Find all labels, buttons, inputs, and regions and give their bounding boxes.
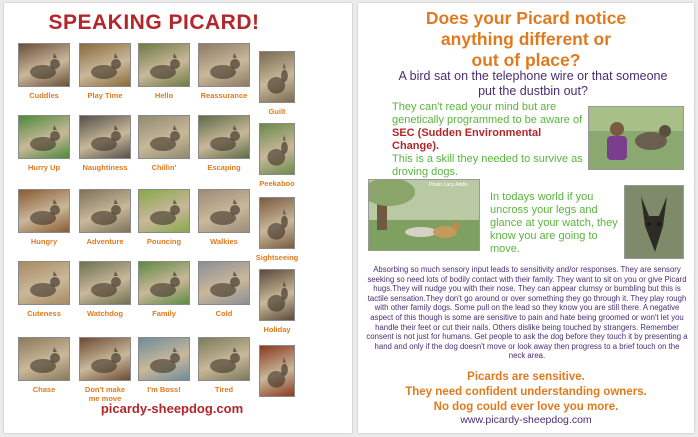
dog-silhouette-icon <box>260 52 294 102</box>
tile-label: Chillin' <box>151 163 177 172</box>
tile-label: Hello <box>154 91 174 100</box>
dog-photo <box>198 189 250 233</box>
closing-line3: No dog could ever love you more. <box>433 401 619 413</box>
dog-photo <box>18 189 70 233</box>
right-poster <box>358 3 694 433</box>
tile-label: Reassurance <box>200 91 248 100</box>
dog-silhouette-icon <box>19 338 69 380</box>
dog-silhouette-icon <box>199 190 249 232</box>
dog-photo <box>79 115 131 159</box>
photo-tile-cuddles <box>18 43 70 105</box>
closing-block <box>368 370 684 415</box>
photo-tile-escaping <box>198 115 250 177</box>
photo-credit-left: Photo Lacy Addis <box>429 182 468 188</box>
right-subtitle: A bird sat on the telephone wire or that someone put the dustbin out? <box>398 69 668 98</box>
dog-silhouette-icon <box>260 346 294 396</box>
closing-line1: Picards are sensitive. <box>467 371 585 383</box>
photo-tile-adventure <box>79 189 131 251</box>
dog-photo <box>138 115 190 159</box>
dog-photo <box>138 337 190 381</box>
tile-label: Hurry Up <box>27 163 61 172</box>
sec-paragraph <box>392 101 586 153</box>
tile-label: Don't make me move <box>84 385 126 403</box>
dog-silhouette-icon <box>139 44 189 86</box>
photo-tile-guilt <box>259 51 295 121</box>
tile-label: Holiday <box>263 325 291 334</box>
dog-silhouette-icon <box>199 262 249 304</box>
dog-photo <box>79 337 131 381</box>
tile-label: Peekaboo <box>259 179 295 188</box>
dog-silhouette-icon <box>260 270 294 320</box>
dog-photo <box>198 337 250 381</box>
photo-tile-don-t-make-me-move <box>79 337 131 403</box>
dog-photo <box>79 189 131 233</box>
tile-label: Adventure <box>86 237 124 246</box>
photo-tile-naughtiness <box>79 115 131 177</box>
tile-label: Cuteness <box>27 309 61 318</box>
dog-silhouette-icon <box>80 190 130 232</box>
dog-photo <box>18 115 70 159</box>
dog-photo <box>198 115 250 159</box>
tile-label: Guilt <box>268 107 286 116</box>
dog-photo <box>18 43 70 87</box>
dog-silhouette-icon <box>139 116 189 158</box>
park-dog-illustration <box>369 180 479 250</box>
left-poster <box>4 3 352 433</box>
tile-label: Hungry <box>30 237 58 246</box>
right-website: www.picardy-sheepdog.com <box>460 414 592 426</box>
tile-label: Cold <box>215 309 233 318</box>
photo-tile-hurry-up <box>18 115 70 177</box>
dog-photo <box>259 197 295 249</box>
poster-title: SPEAKING PICARD! <box>48 11 260 34</box>
dog-photo <box>198 43 250 87</box>
closing-line2: They need confident understanding owners. <box>405 386 647 398</box>
sec-text: They can't read your mind but are genetically programmed to be aware of <box>392 101 583 126</box>
tile-label: Tired <box>214 385 234 394</box>
photo-tile-chase <box>18 337 70 399</box>
tile-label: Sightseeing <box>255 253 299 262</box>
photo-tile-hello <box>138 43 190 105</box>
dog-closeup-illustration <box>625 186 683 258</box>
dog-silhouette-icon <box>80 338 130 380</box>
photo-tile-holiday <box>259 269 295 339</box>
dog-photo <box>138 189 190 233</box>
tile-label: Naughtiness <box>82 163 128 172</box>
dog-silhouette-icon <box>139 262 189 304</box>
dog-silhouette-icon <box>260 124 294 174</box>
tile-label: Chase <box>32 385 56 394</box>
right-title-line1: Does your Picard notice <box>425 8 627 28</box>
photo-tile-cold <box>198 261 250 323</box>
dog-photo <box>198 261 250 305</box>
photo-tile-tired <box>198 337 250 399</box>
right-title-line2: anything different or <box>440 29 612 49</box>
tile-label: Cuddles <box>29 91 59 100</box>
woman-with-dog-photo <box>588 106 684 170</box>
poster-website: picardy-sheepdog.com <box>100 401 244 416</box>
dog-photo <box>18 261 70 305</box>
dog-photo <box>79 43 131 87</box>
sensitivity-body-text: Absorbing so much sensory input leads to sensitivity and/or responses. They are sensory seeking so need lots of bodily contact with their family. They want to sit on you or give Picard hugs.They will nudge you with their nose. They can appear clumsy or bumbling but this is tactile sensation.They don't go around or over something they go through it. They play rough with other family dogs. Some pull on the lead so they know you are still there. A negative aspect of this though is some are sensitive to pain and hate being groomed or won't let you handle their feet or cut their nails. Others dislike being touched by strangers. Remember consent is not just for humans. Get people to ask the dog before they touch it by presenting a hand and only if the dog doesn't move or look away then progress to a brief touch on the neck area. <box>366 265 688 361</box>
tile-label: Play Time <box>87 91 123 100</box>
right-title-line3: out of place? <box>471 50 581 70</box>
photo-tile-badge <box>259 345 295 415</box>
photo-tile-pouncing <box>138 189 190 251</box>
photo-tile-peekaboo <box>259 123 295 193</box>
photo-tile-hungry <box>18 189 70 251</box>
dog-silhouette-icon <box>19 44 69 86</box>
tile-label: Escaping <box>207 163 241 172</box>
photo-tile-family <box>138 261 190 323</box>
dog-photo <box>259 51 295 103</box>
watch-paragraph: In todays world if you uncross your legs and glance at your watch, they know you are going to move. <box>490 191 618 255</box>
dog-silhouette-icon <box>80 44 130 86</box>
dog-silhouette-icon <box>139 190 189 232</box>
right-title <box>368 8 684 71</box>
photo-tile-sightseeing <box>255 197 299 267</box>
dog-silhouette-icon <box>260 198 294 248</box>
tile-label: Family <box>152 309 176 318</box>
photo-tile-watchdog <box>79 261 131 323</box>
dog-photo <box>79 261 131 305</box>
dog-silhouette-icon <box>139 338 189 380</box>
dog-silhouette-icon <box>19 190 69 232</box>
tile-label: Pouncing <box>146 237 182 246</box>
dog-photo <box>18 337 70 381</box>
photo-tile-walkies <box>198 189 250 251</box>
woman-with-dog-illustration <box>589 107 683 169</box>
sec-highlight: SEC (Sudden Environmental Change). <box>392 127 542 152</box>
dog-silhouette-icon <box>199 338 249 380</box>
tile-label: I'm Boss! <box>147 385 181 394</box>
photo-tile-chillin <box>138 115 190 177</box>
dog-silhouette-icon <box>80 116 130 158</box>
droving-paragraph: This is a skill they needed to survive as droving dogs. <box>392 153 583 178</box>
dog-closeup-photo <box>624 185 684 259</box>
photo-tile-reassurance <box>198 43 250 105</box>
dog-silhouette-icon <box>80 262 130 304</box>
dog-silhouette-icon <box>19 116 69 158</box>
dog-photo <box>138 261 190 305</box>
dog-silhouette-icon <box>199 44 249 86</box>
photo-tile-cuteness <box>18 261 70 323</box>
dog-silhouette-icon <box>19 262 69 304</box>
dog-photo <box>259 345 295 397</box>
tile-label: Watchdog <box>87 309 123 318</box>
park-dog-photo <box>368 179 480 251</box>
photo-tile-i-m-boss <box>138 337 190 399</box>
dog-photo <box>138 43 190 87</box>
tile-label: Walkies <box>210 237 238 246</box>
photo-tile-play-time <box>79 43 131 105</box>
dog-photo <box>259 269 295 321</box>
dog-silhouette-icon <box>199 116 249 158</box>
dog-photo <box>259 123 295 175</box>
